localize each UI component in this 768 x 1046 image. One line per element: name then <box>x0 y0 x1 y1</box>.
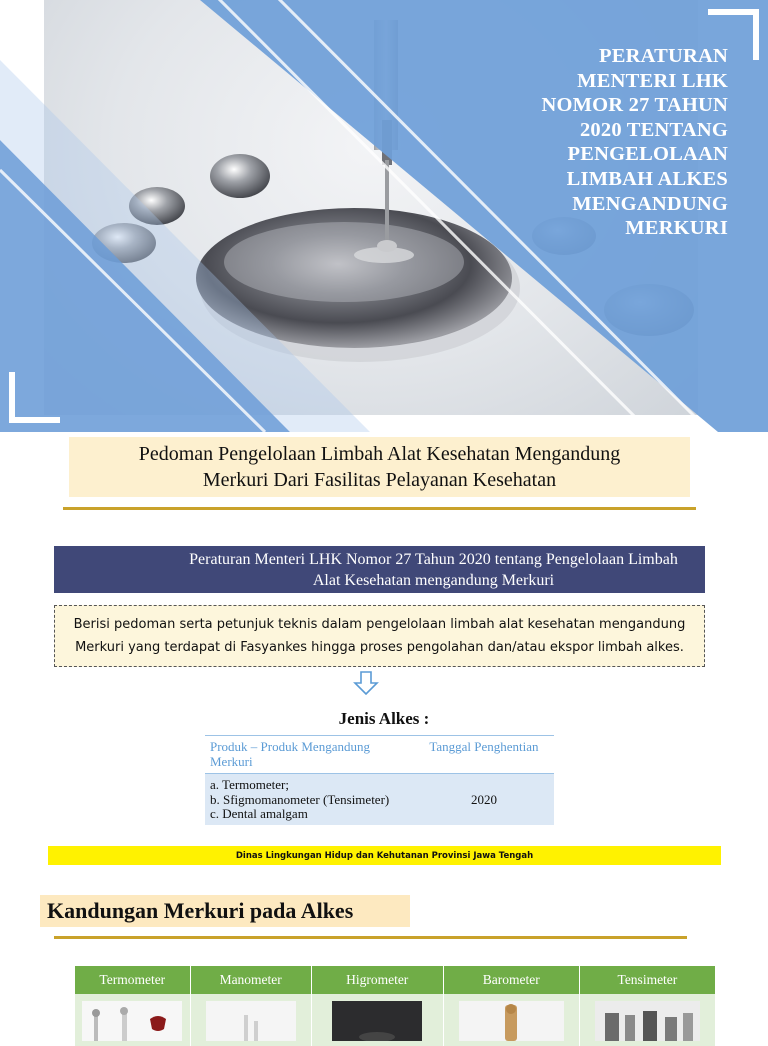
column-header: Tanggal Penghentian <box>414 736 554 774</box>
regulation-bar <box>54 546 705 593</box>
product-list <box>205 774 414 825</box>
thermometer-image-cell <box>75 994 190 1046</box>
description-line: Berisi pedoman serta petunjuk teknis dalam pengelolaan limbah alat kesehatan mengandung <box>73 617 686 632</box>
product-item: b. Sfigmomanometer (Tensimeter) <box>210 791 390 807</box>
manometer-image-cell <box>190 994 311 1046</box>
tensimeter-image <box>595 1001 700 1041</box>
hero-title-line: MERKURI <box>625 217 728 240</box>
gold-divider <box>54 936 687 939</box>
product-item: c. Dental amalgam <box>210 806 308 821</box>
regulation-line: Alat Kesehatan mengandung Merkuri <box>312 571 555 589</box>
regulation-line: Peraturan Menteri LHK Nomor 27 Tahun 2020 tentang Pengelolaan Limbah <box>189 550 678 568</box>
column-header: Termometer <box>75 966 190 994</box>
column-header: Higrometer <box>311 966 443 994</box>
hero-banner <box>0 0 768 432</box>
column-header: Tensimeter <box>579 966 715 994</box>
instrument-table <box>75 966 715 1046</box>
jenis-alkes-title: Jenis Alkes : <box>338 709 430 728</box>
hygrometer-image <box>332 1001 422 1041</box>
subtitle-line: Pedoman Pengelolaan Limbah Alat Kesehatan Mengandung <box>138 443 621 465</box>
description-line: Merkuri yang terdapat di Fasyankes hingga proses pengolahan dan/atau ekspor limbah alkes. <box>75 640 684 655</box>
barometer-image <box>459 1001 564 1041</box>
hygrometer-image-cell <box>311 994 443 1046</box>
subtitle-box <box>69 437 690 497</box>
agency-note: Dinas Lingkungan Hidup dan Kehutanan Provinsi Jawa Tengah <box>48 846 721 865</box>
hero-title <box>468 44 728 241</box>
hero-title-line: 2020 TENTANG <box>579 118 728 141</box>
thermometer-image <box>82 1001 182 1041</box>
tensimeter-image-cell <box>579 994 715 1046</box>
hero-title-line: MENGANDUNG <box>572 192 728 215</box>
product-item: a. Termometer; <box>210 777 289 792</box>
table-row <box>205 774 554 825</box>
hero-title-line: LIMBAH ALKES <box>566 167 728 190</box>
table-row <box>75 994 715 1046</box>
column-header: Manometer <box>190 966 311 994</box>
year-cell: 2020 <box>414 774 554 825</box>
column-header: Produk – Produk Mengandung Merkuri <box>205 736 414 774</box>
hero-title-line: PENGELOLAAN <box>567 143 728 166</box>
column-header: Barometer <box>443 966 579 994</box>
hero-title-line: MENTERI LHK <box>577 69 728 92</box>
description-box <box>54 605 705 667</box>
hero-title-line: PERATURAN <box>599 45 728 67</box>
manometer-image <box>206 1001 296 1041</box>
hero-title-line: NOMOR 27 TAHUN <box>541 94 728 117</box>
gold-divider <box>63 507 696 510</box>
section-heading: Kandungan Merkuri pada Alkes <box>40 895 410 927</box>
barometer-image-cell <box>443 994 579 1046</box>
alkes-table <box>205 735 554 825</box>
subtitle-line: Merkuri Dari Fasilitas Pelayanan Kesehatan <box>202 469 557 491</box>
arrow-down-icon <box>353 671 379 695</box>
